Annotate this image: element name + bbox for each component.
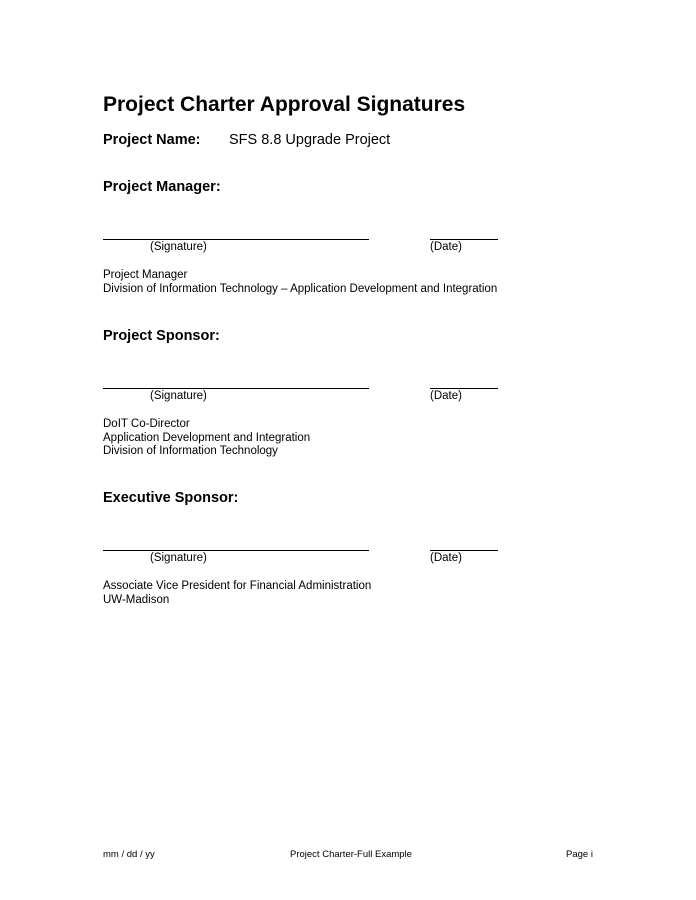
detail-line: Division of Information Technology – Application Development and Integration	[103, 282, 498, 295]
project-name-label: Project Name:	[103, 132, 201, 148]
detail-line: Application Development and Integration	[103, 431, 311, 444]
footer-page-number: Page i	[566, 849, 593, 860]
detail-line: Division of Information Technology	[103, 445, 278, 457]
executive-sponsor-date-caption: (Date)	[430, 552, 462, 564]
executive-sponsor-date-line	[430, 550, 498, 551]
project-sponsor-heading: Project Sponsor:	[103, 328, 220, 344]
project-manager-date-caption: (Date)	[430, 241, 462, 253]
project-manager-signature-caption: (Signature)	[150, 241, 207, 253]
project-sponsor-signature-caption: (Signature)	[150, 390, 207, 402]
project-manager-signature-line	[103, 239, 369, 240]
project-sponsor-signature-line	[103, 388, 369, 389]
detail-line: DoIT Co-Director	[103, 418, 190, 430]
footer-date: mm / dd / yy	[103, 849, 155, 860]
detail-line: Project Manager	[103, 269, 188, 281]
executive-sponsor-signature-caption: (Signature)	[150, 552, 207, 564]
project-sponsor-date-line	[430, 388, 498, 389]
footer-document-name: Project Charter-Full Example	[290, 849, 412, 860]
executive-sponsor-signature-line	[103, 550, 369, 551]
project-manager-details	[103, 269, 497, 296]
detail-line: UW-Madison	[103, 593, 170, 606]
executive-sponsor-details	[103, 580, 371, 607]
project-manager-date-line	[430, 239, 498, 240]
project-sponsor-date-caption: (Date)	[430, 390, 462, 402]
executive-sponsor-heading: Executive Sponsor:	[103, 490, 239, 506]
project-name-value: SFS 8.8 Upgrade Project	[229, 132, 391, 148]
project-sponsor-details	[103, 418, 310, 459]
project-manager-heading: Project Manager:	[103, 179, 221, 195]
detail-line: Associate Vice President for Financial Administration	[103, 580, 372, 592]
page-title: Project Charter Approval Signatures	[103, 93, 466, 116]
